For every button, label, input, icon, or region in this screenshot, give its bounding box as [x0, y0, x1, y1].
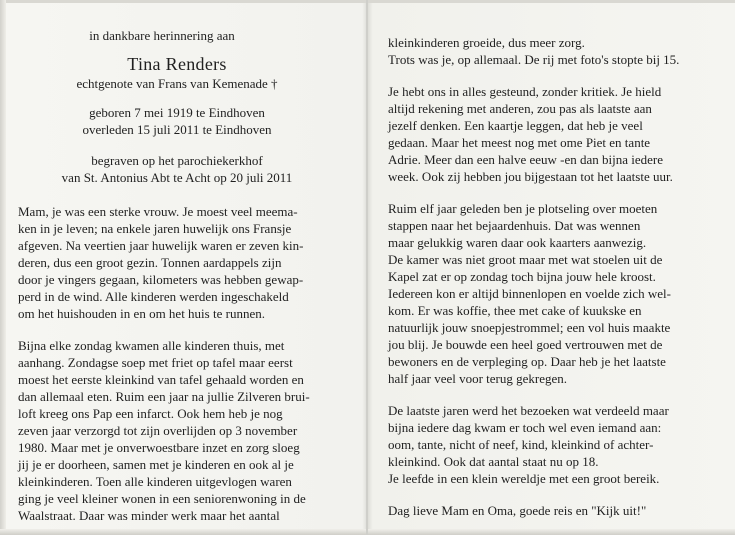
text-line: Ruim elf jaar geleden ben je plotseling over moeten [388, 201, 658, 216]
text-line: om het huishouden in en om het huis te runnen. [18, 306, 265, 321]
text-line: loft kreeg ons Pap een infarct. Ook hem heb je nog [18, 406, 283, 421]
text-line: Adrie. Meer dan een halve eeuw -en dan bijna iedere [388, 152, 664, 167]
right-page [388, 0, 706, 519]
memorial-header [18, 27, 336, 186]
farewell-line: Dag lieve Mam en Oma, goede reis en "Kijk uit!" [388, 503, 647, 518]
text-line: Trots was je, op allemaal. De rij met foto's stopte bij 15. [388, 52, 680, 67]
text-line: Je leefde in een klein wereldje met een groot bereik. [388, 471, 660, 486]
text-line: Je hebt ons in alles gesteund, zonder kritiek. Je hield [388, 84, 662, 99]
text-line: altijd rekening met anderen, zou pas als laatste aan [388, 101, 652, 116]
death-line: overleden 15 juli 2011 te Eindhoven [82, 122, 272, 137]
text-line: dan allemaal eten. Ruim een jaar na jullie Zilveren brui- [18, 389, 310, 404]
left-paragraph-1 [18, 203, 336, 322]
text-line: Waalstraat. Daar was minder werk maar het aantal [18, 508, 280, 523]
text-line: deren, dus een groot gezin. Tonnen aardappels zijn [18, 255, 282, 270]
text-line: door je vingers gegaan, kilometers was hebben gewap- [18, 272, 304, 287]
text-line: zeven jaar verzorgd tot zijn overlijden op 3 november [18, 423, 298, 438]
text-line: jou blij. Je bouwde een heel goed vertrouwen met de [388, 337, 663, 352]
text-line: De kamer was niet groot maar met wat stoelen uit de [388, 252, 663, 267]
text-line: Bijna elke zondag kwamen alle kinderen thuis, met [18, 338, 285, 353]
text-line: kom. Er was koffie, thee met cake of kuukske en [388, 303, 642, 318]
birth-line: geboren 7 mei 1919 te Eindhoven [89, 105, 265, 120]
left-paragraph-2 [18, 337, 336, 524]
text-line: moest het eerste kleinkind van tafel gehaald worden en [18, 372, 304, 387]
text-line: bewoners en de verpleging op. Daar heb je het laatste [388, 354, 666, 369]
right-paragraph-5 [388, 502, 706, 519]
text-line: perd in de wind. Alle kinderen werden ingeschakeld [18, 289, 289, 304]
text-line: week. Ook zij hebben jou bijgestaan tot het laatste uur. [388, 169, 673, 184]
text-line: De laatste jaren werd het bezoeken wat verdeeld maar [388, 403, 669, 418]
right-paragraph-2 [388, 83, 706, 185]
text-line: ken in je leven; na enkele jaren huwelijk ons Fransje [18, 221, 292, 236]
text-line: kleinkinderen. Toen alle kinderen uitgevlogen waren [18, 474, 292, 489]
burial-line-2: van St. Antonius Abt te Acht op 20 juli 2011 [61, 170, 293, 185]
text-line: stappen naar het bejaardenhuis. Dat was wennen [388, 218, 641, 233]
text-line: Iedereen kon er altijd binnenlopen en voelde zich wel- [388, 286, 671, 301]
text-line: aanhang. Zondagse soep met friet op tafel maar eerst [18, 355, 293, 370]
right-paragraph-3 [388, 200, 706, 387]
text-line: Mam, je was een sterke vrouw. Je moest veel meema- [18, 204, 298, 219]
card-edge-left [0, 0, 6, 535]
spouse-line: echtgenote van Frans van Kemenade † [76, 76, 278, 91]
burial-line-1: begraven op het parochiekerkhof [91, 153, 263, 168]
text-line: afgeven. Na veertien jaar huwelijk waren er zeven kin- [18, 238, 304, 253]
text-line: jezelf denken. Een kaartje leggen, dat heb je veel [388, 118, 643, 133]
text-line: natuurlijk jouw snoepjestrommel; een vol huis maakte [388, 320, 671, 335]
center-fold [366, 0, 368, 535]
text-line: oom, tante, nicht of neef, kind, kleinkind of achter- [388, 437, 654, 452]
left-page [18, 0, 336, 524]
text-line: gedaan. Maar het meest nog met ome Piet en tante [388, 135, 651, 150]
text-line: kleinkind. Ook dat aantal staat nu op 18. [388, 454, 599, 469]
text-line: ging je veel kleiner wonen in een seniorenwoning in de [18, 491, 306, 506]
right-paragraph-1 [388, 34, 706, 68]
text-line: jij je er doorheen, samen met je kinderen en ook al je [18, 457, 294, 472]
text-line: bijna iedere dag kwam er toch wel even iemand aan: [388, 420, 662, 435]
right-paragraph-4 [388, 402, 706, 487]
text-line: 1980. Maar met je onverwoestbare inzet en zorg sloeg [18, 440, 300, 455]
intro-line: in dankbare herinnering aan [89, 28, 235, 43]
deceased-name: Tina Renders [127, 54, 227, 74]
text-line: half jaar veel voor terug gekregen. [388, 371, 568, 386]
text-line: maar gelukkig waren daar ook kaarters aanwezig. [388, 235, 647, 250]
text-line: Kapel zat er op zondag toch bijna jouw hele kroost. [388, 269, 656, 284]
text-line: kleinkinderen groeide, dus meer zorg. [388, 35, 585, 50]
